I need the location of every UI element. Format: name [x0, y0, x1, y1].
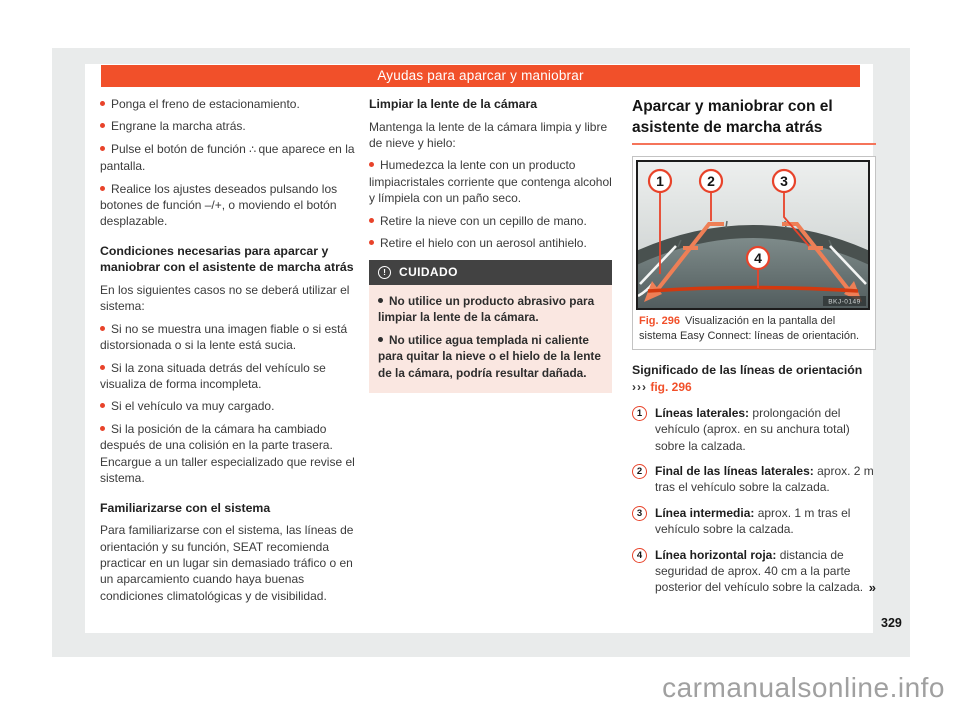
- numbered-badge: 4: [632, 548, 647, 563]
- reference-arrows-icon: ›››: [632, 380, 647, 395]
- list-item: [100, 421, 360, 487]
- list-item: [100, 360, 360, 393]
- orientation-item-desc: distancia de seguridad de aprox. 40 cm a la parte posterior del vehículo sobre la calzada.: [655, 547, 864, 595]
- orientation-item: [632, 547, 876, 596]
- document-viewer-background: [52, 48, 910, 657]
- callout-3: 3: [780, 173, 788, 189]
- callout-4: 4: [754, 250, 762, 266]
- title-rule: [632, 143, 876, 145]
- orientation-item-text: [655, 463, 876, 496]
- article-title: Aparcar y maniobrar con el asistente de marcha atrás: [632, 98, 833, 136]
- orientation-item-desc: prolongación del vehículo (aprox. en su anchura total) sobre la calzada.: [655, 405, 850, 453]
- figure-reference: [632, 379, 876, 395]
- chapter-header-banner: [101, 65, 860, 87]
- bullet-dot-icon: [100, 326, 105, 331]
- list-item: [369, 157, 612, 206]
- list-item-text: Si la posición de la cámara ha cambiado después de una colisión en la parte trasera. Encargue a un taller especializado que revise el sistema.: [100, 421, 355, 486]
- bullet-dot-icon: [378, 337, 383, 342]
- list-item: [378, 332, 603, 381]
- list-item: [369, 235, 612, 251]
- list-item-text: Realice los ajustes deseados pulsando los botones de función –/+, o moviendo el botón desplazable.: [100, 181, 338, 229]
- numbered-badge: 1: [632, 406, 647, 421]
- list-item: [100, 141, 360, 175]
- list-item-text: Si la zona situada detrás del vehículo se visualiza de forma incompleta.: [100, 360, 326, 392]
- orientation-item-lead: Final de las líneas laterales:: [655, 464, 814, 479]
- list-item: [100, 181, 360, 230]
- caution-box: [369, 260, 612, 392]
- figure-label: Fig. 296: [639, 315, 680, 327]
- bullet-dot-icon: [100, 101, 105, 106]
- list-item-text: Humedezca la lente con un producto limpiacristales corriente que contenga alcohol y límpiela con un paño seco.: [369, 158, 612, 206]
- list-item: [369, 213, 612, 229]
- column-right: [632, 96, 876, 605]
- bullet-dot-icon: [369, 218, 374, 223]
- list-item: [100, 398, 360, 414]
- bullet-dot-icon: [369, 162, 374, 167]
- list-item-text: Engrane la marcha atrás.: [111, 119, 246, 134]
- list-item: [378, 293, 603, 325]
- bullet-dot-icon: [369, 240, 374, 245]
- orientation-item-lead: Líneas laterales:: [655, 405, 750, 420]
- paragraph: Para familiarizarse con el sistema, las líneas de orientación y su función, SEAT recomienda practicar en un lugar sin demasiado tráfico o en un aparcamiento cuando haya buenas condiciones climatológicas y de visibilidad.: [100, 523, 354, 603]
- bullet-dot-icon: [100, 186, 105, 191]
- numbered-badge: 3: [632, 506, 647, 521]
- figure-caption-text: Visualización en la pantalla del sistema Easy Connect: líneas de orientación.: [639, 315, 860, 342]
- watermark-link[interactable]: carmanualsonline.info: [662, 672, 945, 703]
- paragraph: En los siguientes casos no se deberá utilizar el sistema:: [100, 283, 350, 314]
- page-number: 329: [881, 616, 902, 630]
- function-button-icon: ∴: [249, 143, 256, 156]
- orientation-item-desc: aprox. 2 m tras el vehículo sobre la calzada.: [655, 464, 874, 495]
- paragraph: Mantenga la lente de la cámara limpia y libre de nieve y hielo:: [369, 119, 608, 150]
- bullet-dot-icon: [378, 298, 383, 303]
- callout-1: 1: [656, 173, 664, 189]
- section-heading-clean-lens: Limpiar la lente de la cámara: [369, 97, 538, 111]
- image-code-label: BKJ-0149: [828, 298, 861, 306]
- image-code-tag: [823, 296, 866, 306]
- caution-icon: !: [378, 266, 391, 279]
- list-item-text: Pulse el botón de función: [111, 141, 246, 156]
- list-item-text: Retire la nieve con un cepillo de mano.: [380, 213, 587, 228]
- list-item-text: Si el vehículo va muy cargado.: [111, 399, 275, 414]
- list-item: [100, 321, 360, 354]
- section-heading-conditions: Condiciones necesarias para aparcar y maniobrar con el asistente de marcha atrás: [100, 243, 354, 275]
- caution-header: [369, 260, 612, 284]
- bullet-dot-icon: [100, 146, 105, 151]
- orientation-item-lead: Línea intermedia:: [655, 505, 755, 520]
- list-item-text: que aparece en la pantalla.: [100, 141, 355, 174]
- figure-block: [632, 156, 876, 350]
- manual-page: [85, 64, 876, 633]
- caution-body: [369, 285, 612, 393]
- figure-reference-link: fig. 296: [650, 380, 692, 395]
- bullet-dot-icon: [100, 403, 105, 408]
- column-left: [100, 96, 360, 610]
- list-item-text: Si no se muestra una imagen fiable o si está distorsionada o si la lente está sucia.: [100, 321, 348, 353]
- orientation-item-lead: Línea horizontal roja:: [655, 547, 777, 562]
- rear-camera-figure: [636, 160, 870, 310]
- orientation-item-text: [655, 405, 876, 454]
- orientation-item-text: [655, 547, 876, 596]
- chapter-title: Ayudas para aparcar y maniobrar: [377, 68, 584, 83]
- numbered-badge: 2: [632, 464, 647, 479]
- list-item: [100, 96, 360, 112]
- continuation-mark: »: [868, 580, 876, 596]
- list-item-text: No utilice un producto abrasivo para limpiar la lente de la cámara.: [378, 293, 595, 325]
- list-item: [100, 118, 360, 134]
- list-item-text: Retire el hielo con un aerosol antihielo.: [380, 236, 587, 251]
- column-middle: [369, 96, 612, 393]
- orientation-item-text: [655, 505, 876, 538]
- section-heading-familiarize: Familiarizarse con el sistema: [100, 500, 271, 515]
- orientation-item: [632, 505, 876, 538]
- orientation-item: [632, 405, 876, 454]
- list-item-text: No utilice agua templada ni caliente para quitar la nieve o el hielo de la lente de la cámara, podría resultar dañada.: [378, 333, 601, 380]
- list-item-text: Ponga el freno de estacionamiento.: [111, 97, 300, 111]
- bullet-dot-icon: [100, 365, 105, 370]
- orientation-item: [632, 463, 876, 496]
- callout-2: 2: [707, 173, 715, 189]
- bullet-dot-icon: [100, 426, 105, 431]
- orientation-item-desc: aprox. 1 m tras el vehículo sobre la calzada.: [655, 505, 851, 537]
- bullet-dot-icon: [100, 123, 105, 128]
- caution-title: CUIDADO: [399, 265, 458, 280]
- section-heading-meaning: Significado de las líneas de orientación: [632, 363, 863, 377]
- figure-caption: [636, 310, 872, 346]
